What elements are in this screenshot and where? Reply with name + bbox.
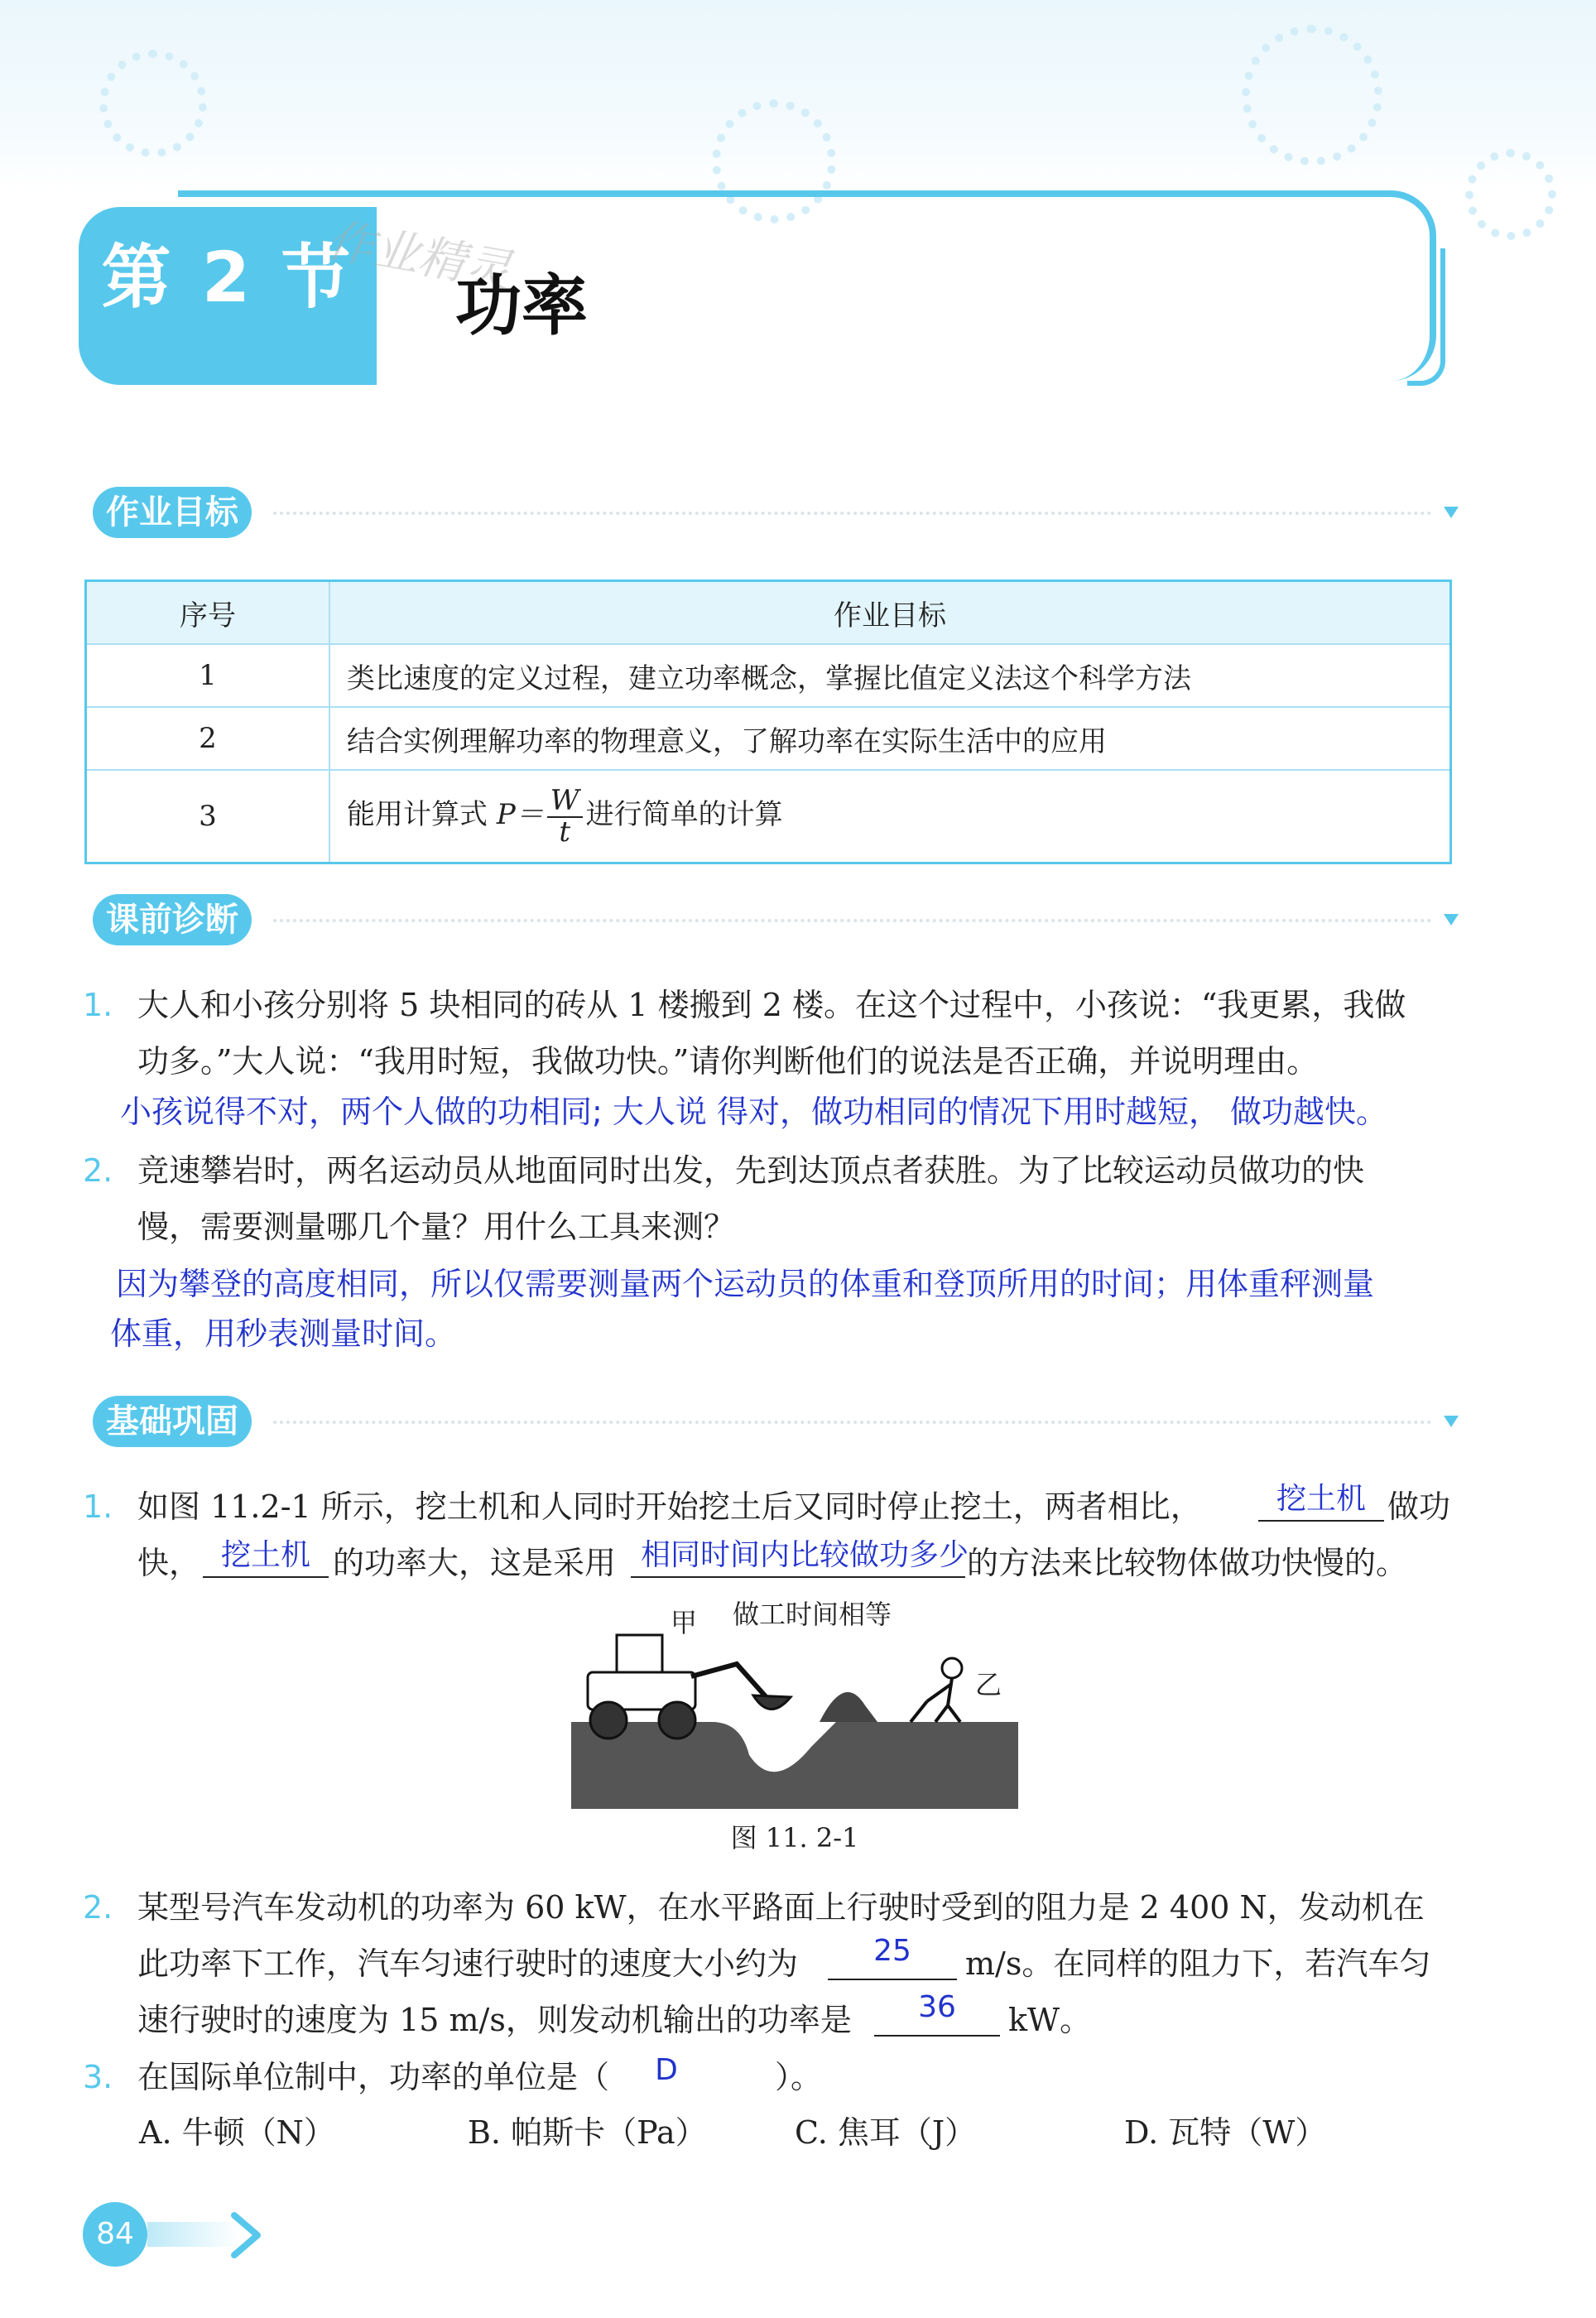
handwritten-answer: 挖土机 (1276, 1482, 1366, 1516)
option-a: A. 牛顿（N） (139, 2114, 335, 2151)
excavator-bucket (753, 1695, 791, 1710)
chevron-right-icon (228, 2210, 269, 2260)
divider (273, 1421, 1432, 1424)
ground (571, 1722, 1018, 1809)
row-goal: 能用计算式 P＝ $\frac{W}{t}$ 进行简单的计算 (329, 770, 1451, 863)
row-goal: 结合实例理解功率的物理意义，了解功率在实际生活中的应用 (329, 707, 1451, 770)
triangle-icon (1444, 914, 1459, 926)
question-number: 1. (83, 1488, 113, 1525)
handwritten-answer: 小孩说得不对，两个人做的功相同; 大人说 得对，做功相同的情况下用时越短， 做功越快。 (120, 1094, 1388, 1130)
formula-lhs: P＝ (496, 798, 544, 831)
answer-blank (1258, 1520, 1384, 1522)
diagnosis-heading: 课前诊断 (93, 894, 252, 945)
answer-blank (631, 1576, 965, 1578)
handwritten-answer: 25 (873, 1934, 911, 1968)
handwritten-answer: D (655, 2053, 678, 2087)
table-row (86, 644, 1451, 707)
handwritten-answer: 挖土机 (220, 1538, 310, 1572)
question-number: 3. (83, 2059, 113, 2095)
table-row (86, 707, 1451, 770)
handwritten-answer: 体重，用秒表测量时间。 (110, 1315, 457, 1352)
power-formula-fraction: $\frac{W}{t}$ (547, 786, 583, 846)
title-frame-corner (1407, 248, 1445, 386)
row-index: 2 (86, 707, 330, 770)
answer-blank (828, 1979, 957, 1980)
question-number: 2. (83, 1152, 113, 1189)
figure-label-jia: 甲 (671, 1607, 698, 1638)
goals-heading: 作业目标 (93, 487, 252, 538)
page-number: 84 (83, 2202, 147, 2267)
handwritten-answer: 36 (918, 1990, 956, 2024)
figure-annotation: 做工时间相等 (733, 1599, 892, 1630)
wheel (659, 1702, 695, 1738)
worker-head (942, 1658, 962, 1678)
answer-blank (874, 2035, 1000, 2037)
triangle-icon (1444, 507, 1459, 518)
worker-body (927, 1678, 960, 1722)
triangle-icon (1444, 1416, 1459, 1427)
option-b: B. 帕斯卡（Pa） (468, 2114, 707, 2151)
excavator-cab (617, 1635, 662, 1672)
option-c: C. 焦耳（J） (795, 2114, 977, 2151)
column-header-goal: 作业目标 (329, 581, 1451, 645)
option-d: D. 瓦特（W） (1124, 2114, 1327, 2151)
decorative-top-band (0, 0, 1596, 190)
watermark: 作业精灵 (323, 213, 516, 299)
row-goal: 类比速度的定义过程，建立功率概念，掌握比值定义法这个科学方法 (329, 644, 1451, 707)
goals-table (84, 580, 1452, 864)
handwritten-answer: 相同时间内比较做功多少 (640, 1538, 969, 1572)
table-header-row (86, 581, 1451, 645)
question-number: 1. (83, 987, 113, 1023)
shovel (911, 1701, 927, 1722)
page-number-tail (147, 2222, 238, 2247)
dirt-mound (820, 1692, 877, 1722)
answer-blank (203, 1576, 329, 1578)
section-number: 第 2 节 (101, 237, 354, 318)
page-title: 功率 (455, 267, 588, 344)
figure-label-yi: 乙 (975, 1669, 1002, 1700)
basics-heading: 基础巩固 (93, 1396, 252, 1447)
divider (273, 512, 1432, 515)
question-number: 2. (83, 1889, 113, 1926)
figure-caption: 图 11. 2-1 (730, 1822, 859, 1854)
wheel (590, 1702, 627, 1738)
row-index: 1 (86, 644, 330, 707)
table-row (86, 770, 1451, 863)
handwritten-answer: 因为攀登的高度相同，所以仅需要测量两个运动员的体重和登顶所用的时间；用体重秤测量 (116, 1266, 1375, 1302)
column-header-index: 序号 (86, 581, 330, 645)
divider (273, 919, 1432, 922)
row-index: 3 (86, 770, 330, 863)
